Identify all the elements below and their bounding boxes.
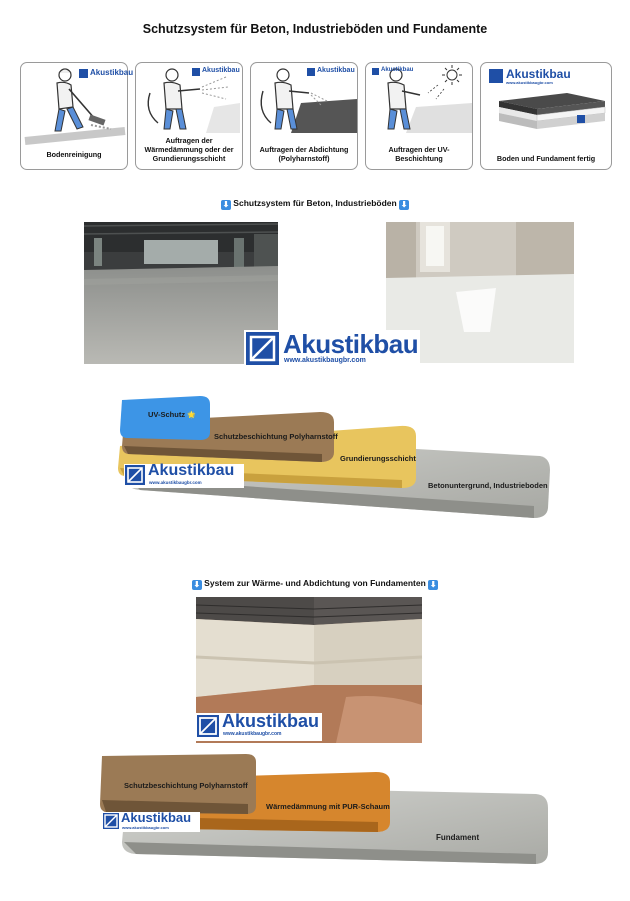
step-label: Boden und Fundament fertig [496, 154, 596, 163]
step-label: Bodenreinigung [46, 150, 102, 159]
uv-layer-label: UV-Schutz 🌟 [148, 410, 196, 419]
foundation-base-label: Fundament [436, 833, 480, 842]
page-title: Schutzsystem für Beton, Industrieböden und Fundamente [142, 22, 488, 36]
step-finished [480, 62, 612, 170]
step-label: Auftragen der Wärmedämmung oder der Grundierungsschicht [144, 136, 234, 163]
down-arrow-icon: ⬇ [193, 580, 201, 589]
foundation-layer-diagram [96, 750, 556, 880]
floor-layer-diagram [110, 390, 560, 530]
step-label: Auftragen der Abdichtung (Polyharnstoff) [259, 145, 349, 163]
down-arrow-icon: ⬇ [400, 200, 408, 209]
step-waterproofing [250, 62, 358, 170]
brand-logo-mark [246, 332, 279, 365]
down-arrow-icon: ⬇ [429, 580, 437, 589]
step1-brand-logo: Akustikbau [79, 69, 123, 78]
section-floor-heading [0, 198, 630, 210]
base-layer-label: Betonuntergrund, Industrieboden [428, 481, 548, 490]
brand-logo-small: Akustikbau www.akustikbaugbr.com [124, 464, 244, 488]
brand-logo-small-foundation: Akustikbau www.akustikbaugbr.com [102, 812, 200, 832]
step-uv-coating [365, 62, 473, 170]
brand-url: www.akustikbaugbr.com [284, 357, 366, 364]
step3-brand-logo: Akustikbau [307, 68, 355, 77]
step5-brand-logo: Akustikbau www.akustikbaugbr.com [489, 69, 609, 85]
finished-layers-icon [481, 63, 613, 143]
section-foundation-heading [0, 578, 630, 590]
section-foundation-heading-text: System zur Wärme- und Abdichtung von Fundamenten [204, 578, 426, 588]
foam-layer-label: Wärmedämmung mit PUR-Schaum [266, 802, 390, 811]
brand-name: Akustikbau [283, 329, 419, 359]
step-label: Auftragen der UV-Beschichtung [388, 145, 450, 163]
primer-layer-label: Grundierungsschicht [340, 454, 416, 463]
down-arrow-icon: ⬇ [222, 200, 230, 209]
brand-logo-main [244, 330, 420, 370]
step4-brand-logo: Akustikbau [372, 68, 412, 76]
step-floor-cleaning [20, 62, 134, 170]
process-steps [20, 62, 612, 170]
brand-logo-foundation: Akustikbau www.akustikbaugbr.com [196, 713, 322, 741]
step-insulation-primer [135, 62, 243, 170]
coating-layer-label: Schutzbeschichtung Polyharnstoff [124, 781, 248, 790]
step2-brand-logo: Akustikbau [192, 68, 240, 77]
section-floor-heading-text: Schutzsystem für Beton, Industrieböden [233, 198, 397, 208]
coating-layer-label: Schutzbeschichtung Polyharnstoff [214, 432, 338, 441]
